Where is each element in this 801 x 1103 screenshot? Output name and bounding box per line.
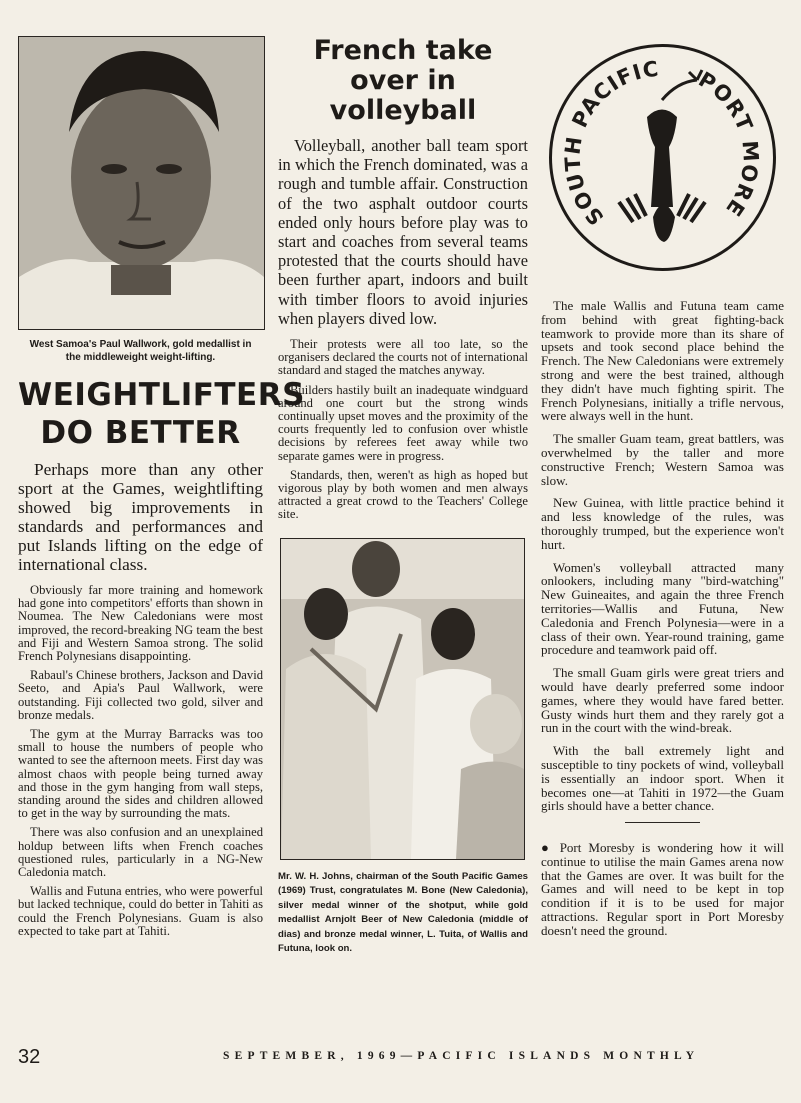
medal-ceremony-photo bbox=[280, 538, 525, 860]
south-pacific-games-logo bbox=[547, 42, 778, 273]
left-column bbox=[18, 36, 305, 944]
medal-ceremony-illustration bbox=[281, 539, 524, 859]
medal-ceremony-caption: Mr. W. H. Johns, chairman of the South Pacific Games (1969) Trust, congratulates M. Bone (New Caledonia), silver medal winner of the shotput, while gold medallist Arnjolt Beer of New Caledonia (middle of dias) and bronze medal winner, L. Tuita, of Wallis and Futuna, look on. bbox=[278, 870, 528, 955]
weightlifting-paragraph: There was also confusion and an unexplained holdup between lifts when French coaches questioned rules, particularly in a NG-New Caledonia match. bbox=[18, 825, 263, 880]
section-divider bbox=[625, 822, 700, 823]
portrait-photo bbox=[18, 36, 265, 330]
weightlifting-lead: Perhaps more than any other sport at the Games, weightlifting showed big improvements in standards and performances and put Islands lifting on the edge of international class. bbox=[18, 460, 263, 574]
logo-arc-left: SOUTH PACIFIC bbox=[560, 56, 661, 230]
right-column bbox=[541, 36, 784, 947]
volleyball-headline: French take over in volleyball bbox=[313, 35, 493, 126]
volleyball-continued-paragraph: The male Wallis and Futuna team came from behind with great fighting-back teamwork to provide more than its share of upsets and took second place behind the French. The New Caledonians were extremely strong and were the best trained, although they didn't have much fighting spirit. The French Polynesians, initially a trifle nervous, were always well in the hunt. bbox=[541, 298, 784, 424]
volleyball-lead: Volleyball, another ball team sport in which the French dominated, was a rough and tumble affair. Construction of the two asphalt outdoor courts ended only hours before play was to start and coaches from several teams protested that the courts should have been further apart, indoors and built with timber floors to avoid injuries when players dived low. bbox=[278, 136, 528, 328]
weightlifting-paragraph: Rabaul's Chinese brothers, Jackson and David Seeto, and Apia's Paul Wallwork, were outstanding. Fiji collected two gold, silver and bronze medals. bbox=[18, 668, 263, 722]
portrait-illustration bbox=[19, 37, 264, 329]
weightlifting-paragraph: Obviously far more training and homework had gone into competitors' efforts than shown in Noumea. The New Caledonians were most improved, the record-breaking NG team the best and Fiji and Western Samoa strong. The solid French Polynesians disappointing. bbox=[18, 583, 263, 664]
volleyball-continued-paragraph: The small Guam girls were great triers and would have dearly preferred some indoor games, where they would have fared better. Gusty winds hurt them and they rarely got a run in the court with the wind-break. bbox=[541, 665, 784, 736]
volleyball-continued-paragraph: With the ball extremely light and susceptible to tiny pockets of wind, volleyball is essentially an indoor sport. When it becomes one—at Tahiti in 1972—the Guam girls should have a better chance. bbox=[541, 743, 784, 814]
page-footer bbox=[18, 1046, 786, 1074]
page-number: 32 bbox=[18, 1046, 41, 1068]
volleyball-paragraph: Their protests were all too late, so the organisers declared the courts not of international standard and staged the matches anyway. bbox=[278, 337, 528, 378]
volleyball-continued-paragraph: The smaller Guam team, great battlers, was overwhelmed by the taller and more constructive French; Western Samoa was slow. bbox=[541, 431, 784, 488]
weightlifting-paragraph: The gym at the Murray Barracks was too small to house the numbers of people who wanted to see the afternoon meets. First day was almost chaos with people being turned away and those in the gym hanging from wall steps, standing around the sides and children allowed to get in the way by surrounding the mats. bbox=[18, 727, 263, 821]
weightlifting-paragraph: Wallis and Futuna entries, who were powerful but lacked technique, could do better in Tahiti as could the French Polynesians. Guam is also expected to take part at Tahiti. bbox=[18, 884, 263, 938]
running-footer-title: SEPTEMBER, 1969—PACIFIC ISLANDS MONTHLY bbox=[223, 1050, 700, 1062]
volleyball-paragraph: Builders hastily built an inadequate windguard around one court but the strong winds continually upset moves and the proximity of the courts frequently led to confusion over whistle decisions by referees feet away while two separate games were in progress. bbox=[278, 382, 528, 463]
games-emblem-icon bbox=[547, 42, 778, 273]
portrait-caption: West Samoa's Paul Wallwork, gold medallist in the middleweight weight-lifting. bbox=[29, 339, 252, 363]
weightlifting-headline: WEIGHTLIFTERS DO BETTER bbox=[18, 377, 305, 451]
volleyball-paragraph: Standards, then, weren't as high as hoped but vigorous play by both women and men always attracted a great crowd to the Teachers' College site. bbox=[278, 467, 528, 522]
logo-arc-right: PORT MORE bbox=[694, 67, 763, 222]
middle-column bbox=[278, 36, 528, 957]
port-moresby-bullet-paragraph: ● Port Moresby is wondering how it will continue to utilise the main Games arena now that the Games are over. It was built for the Games and will need to be kept in top condition if it is to be used for major attractions. Regular sport in Port Moresby doesn't need the ground. bbox=[541, 840, 784, 938]
volleyball-continued-paragraph: Women's volleyball attracted many onlookers, including many "bird-watching" New Guineaites, and again the three French territories—Wallis and Futuna, New Caledonia and French Polynesia—were in a class of their own. Year-round training, game procedure and teamwork paid off. bbox=[541, 559, 784, 658]
volleyball-continued-paragraph: New Guinea, with little practice behind it and less knowledge of the rules, was thoroughly trumped, but the experience won't hurt. bbox=[541, 495, 784, 552]
